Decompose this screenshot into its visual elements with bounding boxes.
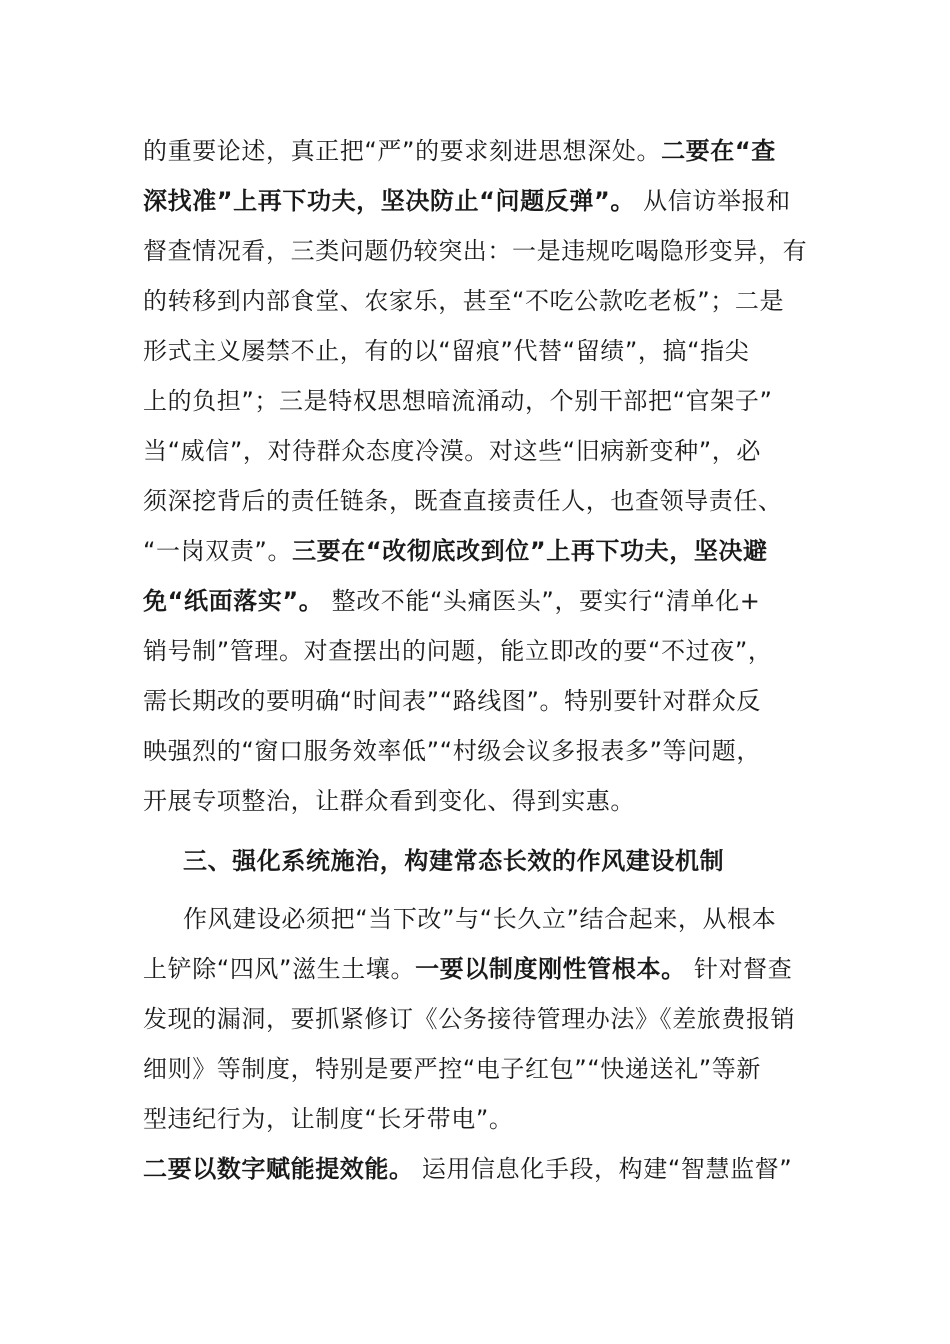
bold-text-run: 一要以制度刚性管根本。: [415, 955, 686, 983]
text-line: [143, 776, 807, 826]
text-line: [143, 994, 807, 1044]
text-run: 需长期改的要明确“时间表”“路线图”。特别要针对群众反: [143, 687, 761, 715]
text-run: 上铲除“四风”滋生土壤。: [143, 955, 416, 983]
section-heading: 三、强化系统施治，构建常态长效的作风建设机制: [183, 847, 725, 875]
text-run: 上的负担”；三是特权思想暗流涌动，个别干部把“官架子”: [143, 387, 773, 415]
text-line: [143, 376, 807, 426]
text-run: 当“威信”，对待群众态度冷漠。对这些“旧病新变种”，必: [143, 437, 761, 465]
text-run: 从信访举报和: [634, 187, 791, 215]
text-line: [143, 676, 807, 726]
text-line: [143, 1094, 807, 1144]
text-run: 形式主义屡禁不止，有的以“留痕”代替“留绩”，搞“指尖: [143, 337, 750, 365]
text-line: [143, 576, 807, 626]
document-page: [143, 126, 807, 1194]
text-run: 针对督查: [685, 955, 793, 983]
text-run: 的重要论述，真正把“严”的要求刻进思想深处。: [143, 137, 662, 165]
text-run: 销号制”管理。对查摆出的问题，能立即改的要“不过夜”，: [143, 637, 773, 665]
bold-text-run: 二要在“查: [661, 137, 776, 165]
text-run: “一岗双责”。: [143, 537, 293, 565]
bold-text-run: 二要以数字赋能提效能。: [143, 1155, 414, 1183]
text-line: [143, 426, 807, 476]
bold-text-run: 免“纸面落实”。: [143, 587, 324, 615]
text-line: [143, 176, 807, 226]
text-line: [143, 276, 807, 326]
text-line: [143, 894, 807, 944]
text-line: [143, 1144, 807, 1194]
text-run: 型违纪行为，让制度“长牙带电”。: [143, 1105, 514, 1133]
text-run: 作风建设必须把“当下改”与“长久立”结合起来，从根本: [183, 905, 777, 933]
text-run: 开展专项整治，让群众看到变化、得到实惠。: [143, 787, 635, 815]
text-run: 整改不能“头痛医头”，要实行“清单化+: [323, 587, 761, 615]
text-run: 发现的漏洞，要抓紧修订《公务接待管理办法》《差旅费报销: [143, 1005, 796, 1033]
text-line: [143, 1044, 807, 1094]
text-line: [143, 126, 807, 176]
text-run: 运用信息化手段，构建“智慧监督”: [413, 1155, 793, 1183]
text-line: [143, 944, 807, 994]
text-run: 细则》等制度，特别是要严控“电子红包”“快递送礼”等新: [143, 1055, 761, 1083]
text-run: 督查情况看，三类问题仍较突出：一是违规吃喝隐形变异，有: [143, 237, 807, 265]
bold-text-run: 深找准”上再下功夫，坚决防止“问题反弹”。: [143, 187, 635, 215]
text-line: [143, 476, 807, 526]
text-line: [143, 626, 807, 676]
text-line: [143, 326, 807, 376]
text-line: [143, 526, 807, 576]
bold-text-run: 三要在“改彻底改到位”上再下功夫，坚决避: [292, 537, 768, 565]
text-run: 须深挖背后的责任链条，既查直接责任人，也查领导责任、: [143, 487, 783, 515]
text-run: 的转移到内部食堂、农家乐，甚至“不吃公款吃老板”；二是: [143, 287, 785, 315]
text-run: 映强烈的“窗口服务效率低”“村级会议多报表多”等问题，: [143, 737, 761, 765]
text-line: [143, 726, 807, 776]
text-line: [143, 226, 807, 276]
